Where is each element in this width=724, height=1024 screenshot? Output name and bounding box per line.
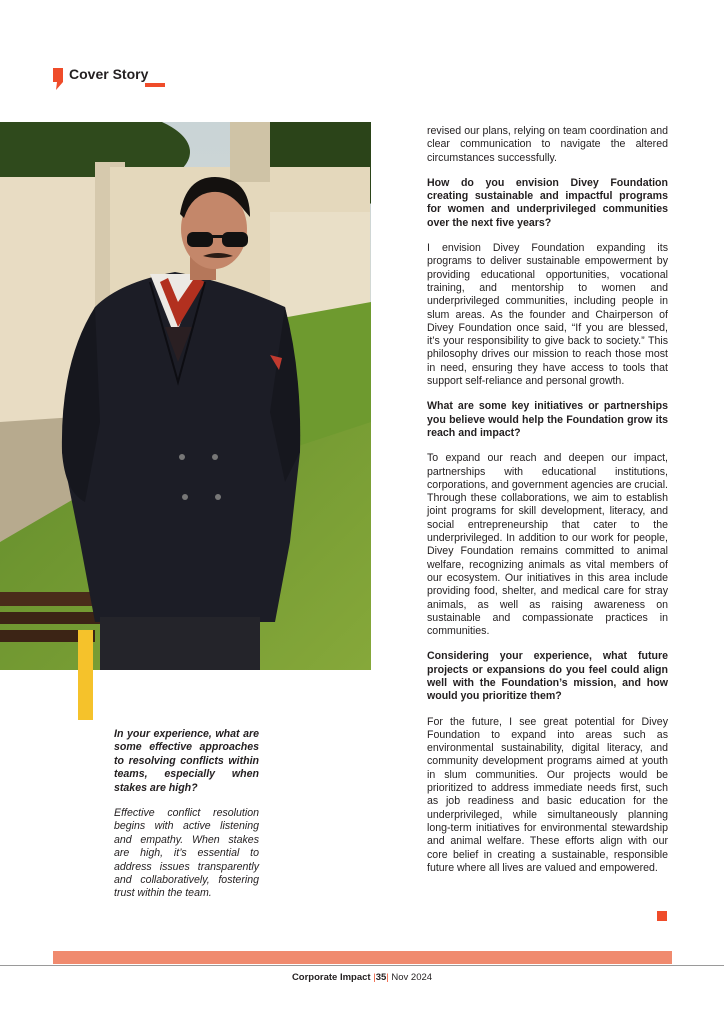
article-question: Considering your experience, what future projects or expansions do you feel could align well with the Foundation’s mission, and how would you prioritize them? — [427, 650, 668, 703]
article-question: What are some key initiatives or partnerships you believe would help the Foundation grow its reach and impact? — [427, 400, 668, 439]
article-paragraph: For the future, I see great potential for Divey Foundation to expand into areas such as environmental sustainability, digital literacy, and community development programs aimed at youth in slum communities. Our projects would be prioritized to address immediate needs first, such as job readiness and basic education for the underprivileged, while simultaneously planning long-term initiatives for environmental stewardship and animal welfare. These efforts align with our core belief in creating a sustainable, responsible future where all lives are valued and empowered. — [427, 715, 668, 874]
end-mark-icon — [657, 911, 667, 921]
article-paragraph: To expand our reach and deepen our impact, partnerships with educational institutions, corporations, and government agencies are crucial. Through these collaborations, we aim to establish joint programs for skill development, literacy, and social entrepreneurship that cater to the underprivileged. In addition to our work for people, Divey Foundation remains committed to animal welfare, recognizing animals as vital members of our ecosystem. Our initiatives in this area include providing food, shelter, and medical care for stray animals, as well as raising awareness on sustainable and compassionate practices in communities. — [427, 452, 668, 638]
footer-divider — [0, 965, 724, 966]
footer-band — [53, 951, 672, 964]
article-column — [427, 125, 668, 887]
quote-mark-icon — [53, 68, 63, 90]
section-title-underline — [145, 83, 165, 87]
page-number: 35 — [375, 972, 387, 983]
sidebar-question: In your experience, what are some effective approaches to resolving conflicts within teams, especially when stakes are high? — [114, 728, 259, 794]
article-question: How do you envision Divey Foundation creating sustainable and impactful programs for women and underprivileged communities over the next five years? — [427, 176, 668, 229]
footer: Corporate Impact |35| Nov 2024 — [291, 972, 433, 983]
article-paragraph: revised our plans, relying on team coordination and clear communication to navigate the altered circumstances successfully. — [427, 125, 668, 164]
issue-date: Nov 2024 — [391, 972, 433, 983]
publication-name: Corporate Impact — [291, 972, 371, 983]
portrait-photo — [0, 122, 371, 670]
sidebar-qa — [114, 728, 259, 913]
article-paragraph: I envision Divey Foundation expanding its programs to deliver sustainable empowerment by providing educational opportunities, vocational training, and mentorship to women and underprivileged communities, including people in slum areas. As the founder and Chairperson of Divey Foundation once said, “If you are blessed, it’s your responsibility to give back to society.” This philosophy drives our mission to reach those most in need, ensuring they have access to tools that support self-reliance and personal growth. — [427, 242, 668, 388]
accent-bar — [78, 630, 93, 720]
sidebar-answer: Effective conflict resolution begins with active listening and empathy. When stakes are high, it’s essential to address issues transparently and collaboratively, fostering trust within the team. — [114, 807, 259, 900]
section-title: Cover Story — [69, 66, 149, 82]
